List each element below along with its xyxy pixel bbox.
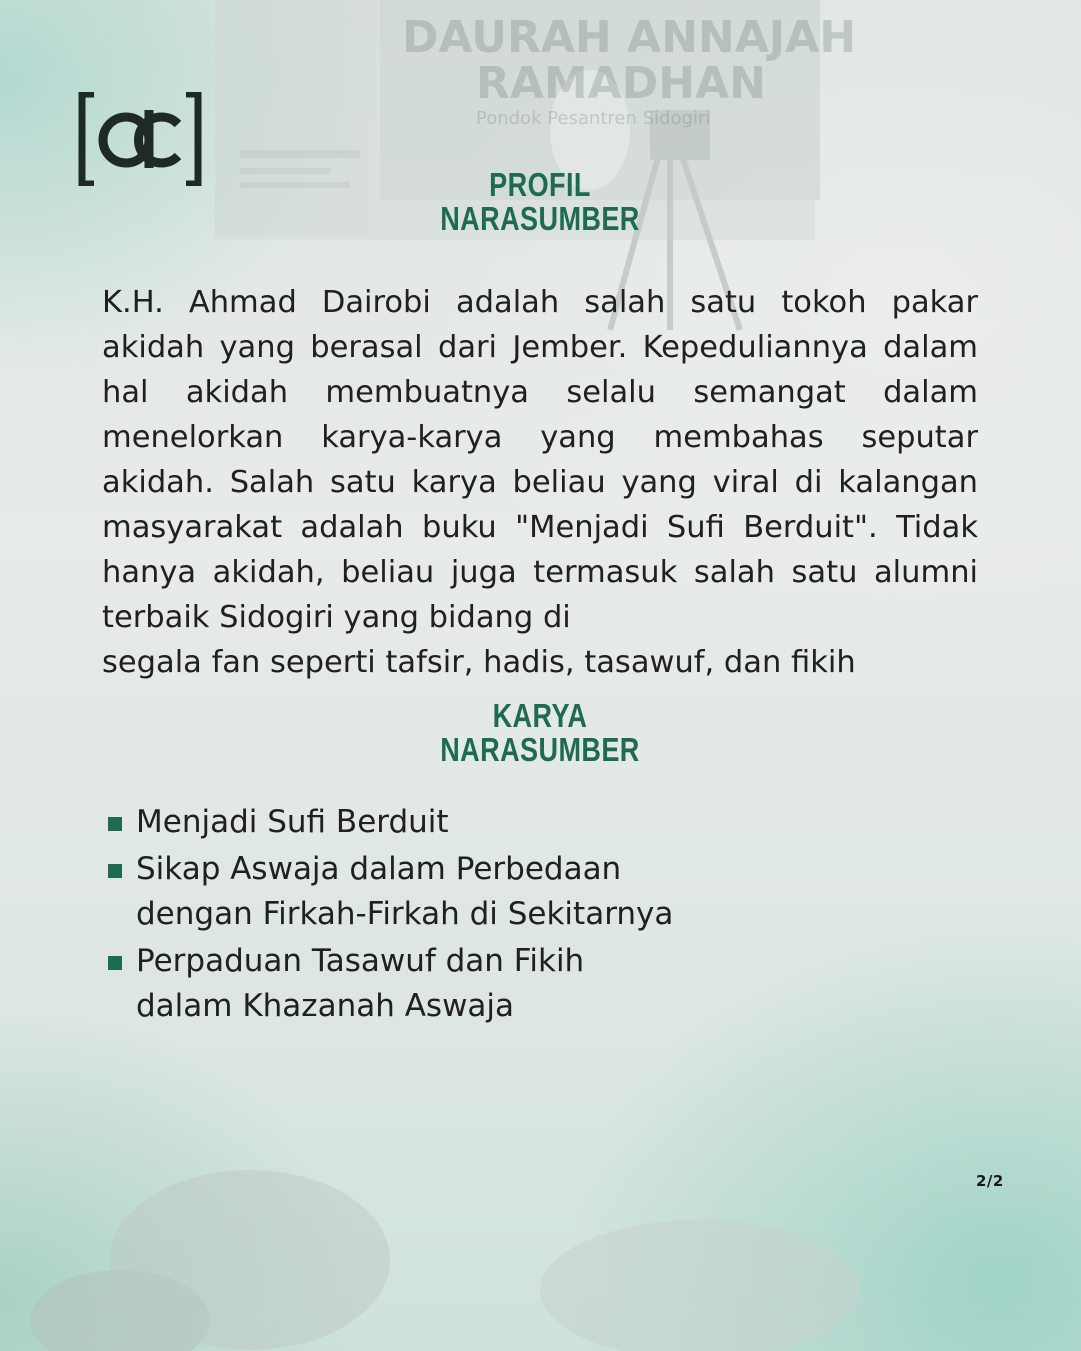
banner-subtitle: RAMADHAN — [476, 58, 766, 109]
square-bullet-icon — [108, 956, 122, 970]
work-title-line1: Sikap Aswaja dalam Perbedaan — [136, 851, 622, 887]
profile-bio-main: K.H. Ahmad Dairobi adalah salah satu tokoh pakar akidah yang berasal dari Jember. Kepeduliannya dalam hal akidah membuatnya selalu semangat dalam menelorkan karya-karya yang membahas seputar akidah. Salah satu karya beliau yang viral di kalangan masyarakat adalah buku "Menjadi Sufi Berduit". Tidak hanya akidah, beliau juga termasuk salah satu alumni terbaik Sidogiri yang bidang di — [102, 285, 978, 635]
banner-title: DAURAH ANNAJAH — [402, 12, 857, 63]
works-heading-line1: KARYA — [492, 697, 588, 734]
list-item — [104, 847, 704, 937]
works-list — [104, 800, 704, 1031]
list-item — [104, 939, 704, 1029]
square-bullet-icon — [108, 864, 122, 878]
works-heading-line2: NARASUMBER — [440, 731, 640, 768]
work-title-line2: dengan Firkah-Firkah di Sekitarnya — [136, 896, 674, 932]
page-indicator: 2/2 — [976, 1172, 1004, 1190]
profile-heading-line2: NARASUMBER — [440, 200, 640, 237]
work-title-line1: Menjadi Sufi Berduit — [136, 804, 449, 840]
works-heading — [376, 699, 704, 767]
ac-bracket-logo-icon — [78, 92, 202, 186]
profile-bio-last-line: segala fan seperti tafsir, hadis, tasawuf, dan fikih — [102, 645, 856, 680]
profile-heading-line1: PROFIL — [489, 166, 591, 203]
banner-caption: Pondok Pesantren Sidogiri — [476, 108, 711, 129]
work-title-line2: dalam Khazanah Aswaja — [136, 988, 515, 1024]
profile-heading — [376, 168, 704, 236]
list-item — [104, 800, 704, 845]
profile-bio — [102, 280, 978, 685]
work-title-line1: Perpaduan Tasawuf dan Fikih — [136, 943, 585, 979]
square-bullet-icon — [108, 817, 122, 831]
